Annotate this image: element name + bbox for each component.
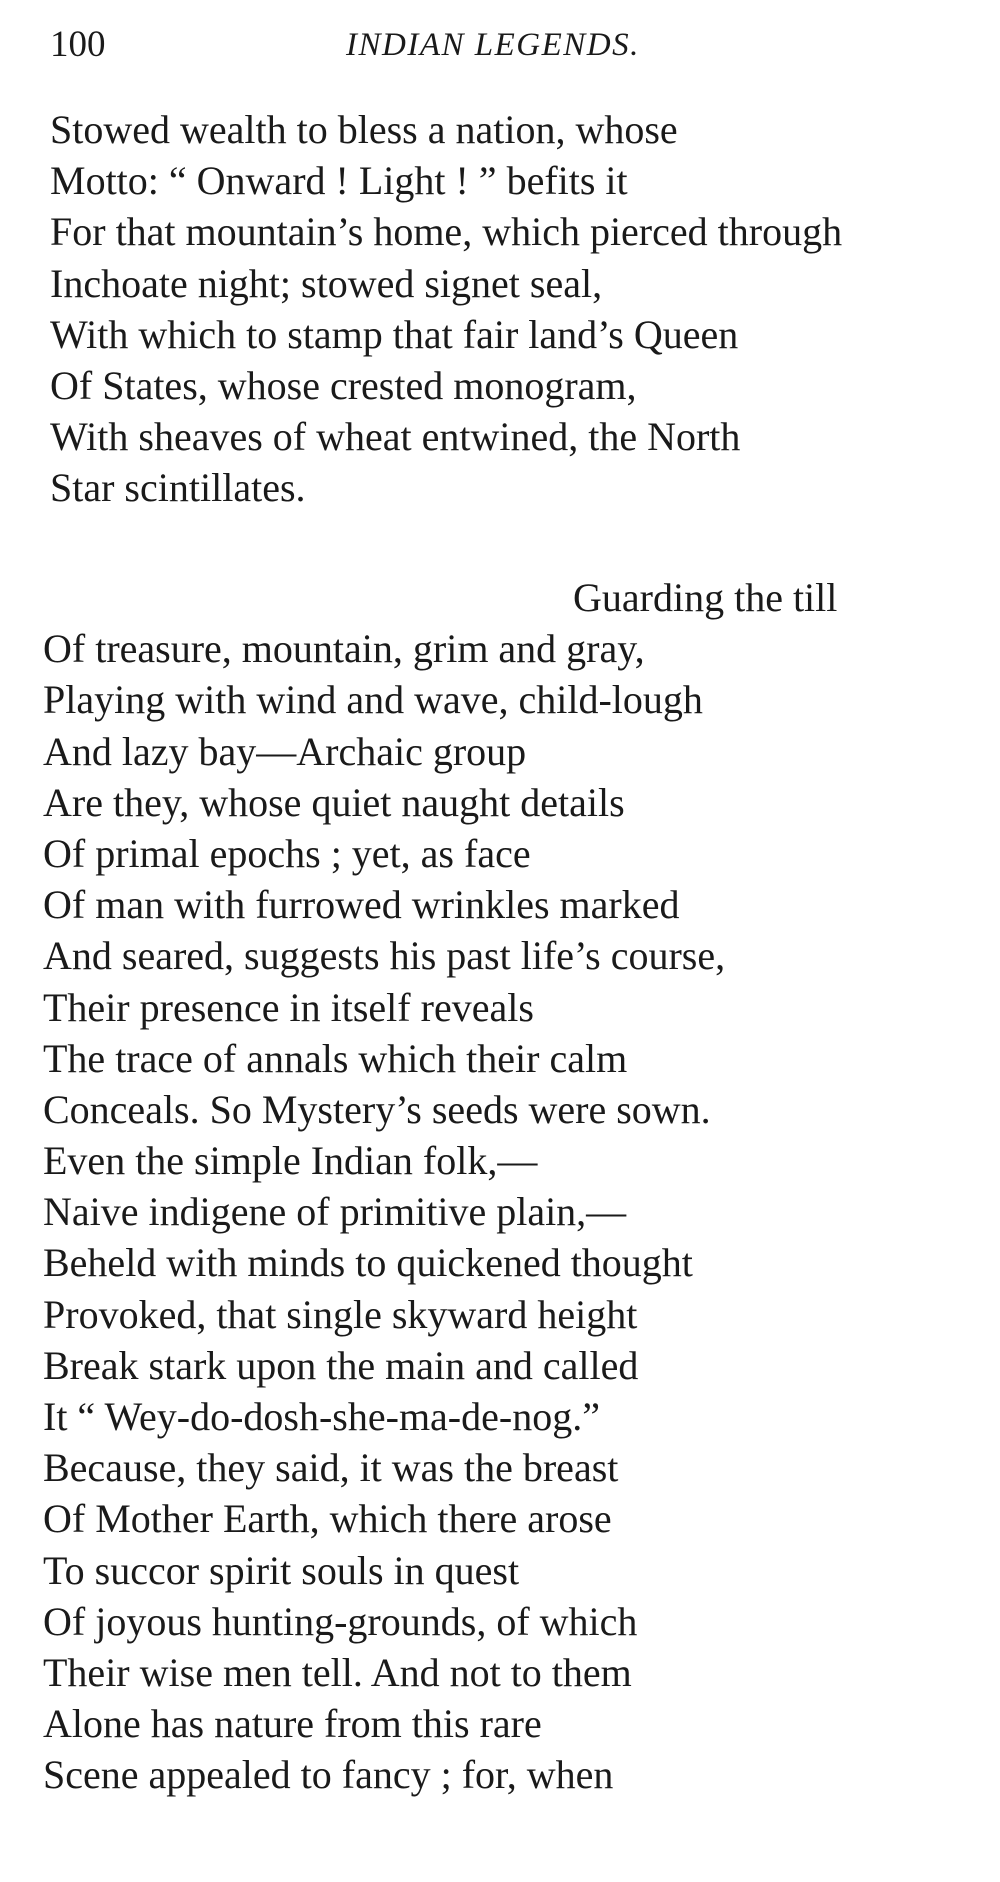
poem-line: And lazy bay—Archaic group [43,728,527,774]
poem-line: Motto: “ Onward ! Light ! ” befits it [50,158,628,204]
poem-line: Break stark upon the main and called [43,1342,639,1388]
page-header [50,20,700,70]
poem-line: Of States, whose crested monogram, [50,362,637,408]
poem-line: Stowed wealth to bless a nation, whose [50,107,678,152]
poem-line: The trace of annals which their calm [43,1035,628,1081]
poem-line: Playing with wind and wave, child-lough [43,677,703,723]
poem-line: Inchoate night; stowed signet seal, [50,260,603,306]
poem-stanza-2 [43,572,988,1801]
poem-line: Provoked, that single skyward height [43,1291,638,1337]
poem-line: Of primal epochs ; yet, as face [43,830,531,876]
poem-line: Of man with furrowed wrinkles marked [43,882,680,928]
poem-line: Of Mother Earth, which there arose [43,1496,612,1542]
poem-line: Naive indigene of primitive plain,— [43,1189,627,1235]
poem-line: To succor spirit souls in quest [43,1547,520,1593]
poem-line: Alone has nature from this rare [43,1701,542,1747]
poem-line: And seared, suggests his past life’s course, [43,933,726,979]
poem-line: Even the simple Indian folk,— [43,1138,538,1184]
poem-line: With which to stamp that fair land’s Queen [50,311,739,357]
poem-line: Beheld with minds to quickened thought [43,1240,693,1286]
poem-line: For that mountain’s home, which pierced through [50,209,843,255]
running-title: INDIAN LEGENDS. [346,27,640,63]
poem-line: It “ Wey-do-dosh-she-ma-de-nog.” [43,1394,600,1439]
poem-line: Star scintillates. [50,465,306,511]
poem-line-indented: Guarding the till [573,575,838,620]
poem-line: Conceals. So Mystery’s seeds were sown. [43,1086,711,1132]
poem-line: Are they, whose quiet naught details [43,779,625,825]
page-number: 100 [50,24,106,65]
poem-line: Because, they said, it was the breast [43,1445,619,1491]
poem-line: Scene appealed to fancy ; for, when [43,1752,614,1798]
poem-line: Of joyous hunting-grounds, of which [43,1598,638,1644]
poem-line: Their presence in itself reveals [43,984,534,1030]
poem-stanza-1 [50,104,995,514]
poem-line: Their wise men tell. And not to them [43,1649,632,1695]
poem-line: Of treasure, mountain, grim and gray, [43,626,645,672]
poem-line: With sheaves of wheat entwined, the North [50,414,741,460]
